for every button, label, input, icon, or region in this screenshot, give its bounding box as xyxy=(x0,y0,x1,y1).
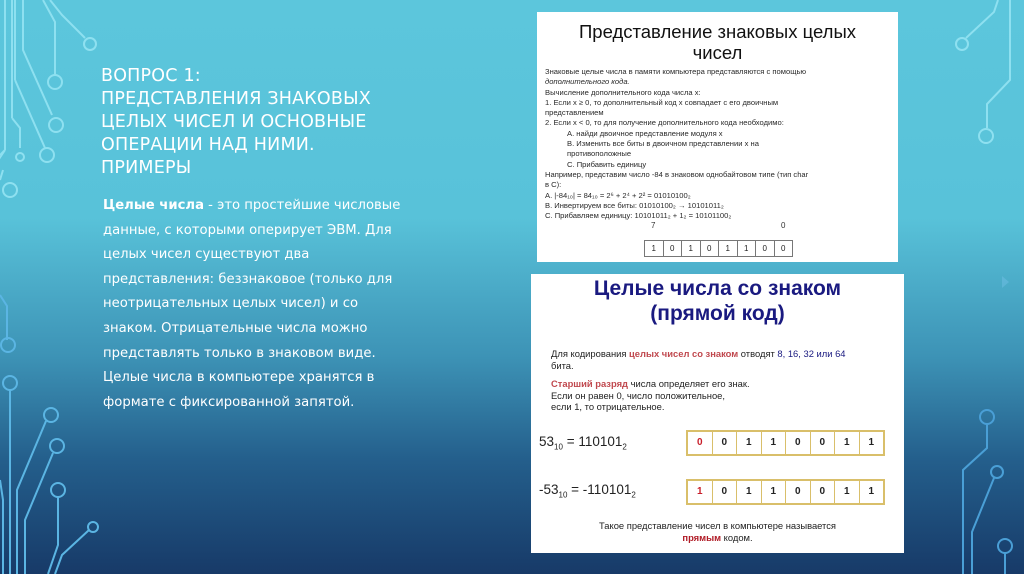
text-line: Знаковые целые числа в памяти компьютера представляются с помощью xyxy=(545,67,807,76)
term-bold: Целые числа xyxy=(103,198,204,213)
bit-cell: 1 xyxy=(868,486,875,497)
text-line: B. Изменить все биты в двоичном представлении x на xyxy=(567,139,759,149)
bit-cell: 0 xyxy=(701,241,720,256)
bit-low-label: 0 xyxy=(781,221,786,231)
heading-line: Целые числа со знаком xyxy=(593,277,842,300)
text-line: 1. Если x ≥ 0, то дополнительный код x совпадает с его двоичным xyxy=(545,97,779,107)
bit-cell: 1 xyxy=(738,241,757,256)
body-line: данные, с которыми оперирует ЭВМ. Для xyxy=(103,222,392,238)
bit-cell: 1 xyxy=(737,481,762,503)
highlight-blue: бита. xyxy=(551,359,574,371)
equation-negative xyxy=(539,482,636,500)
highlight-blue: 8, 16, 32 или 64 xyxy=(777,348,846,359)
body-line: представления: беззнаковое (только для xyxy=(103,271,393,287)
title-line: ПРЕДСТАВЛЕНИЯ ЗНАКОВЫХ xyxy=(101,89,371,109)
text: Для кодирования xyxy=(551,348,630,359)
highlight-red: Старший разряд xyxy=(551,378,628,389)
bit-cell: 1 xyxy=(645,241,664,256)
title-line: ЦЕЛЫХ ЧИСЕЛ И ОСНОВНЫЕ xyxy=(101,112,367,132)
text-line: дополнительного кода. xyxy=(545,77,630,87)
bit-cell: 1 xyxy=(835,481,860,503)
body-line: Целые числа в компьютере хранятся в xyxy=(103,370,375,386)
eq-sub: 2 xyxy=(622,442,627,452)
bit-cell: 1 xyxy=(719,241,738,256)
body-line: знаком. Отрицательные числа можно xyxy=(103,320,368,336)
text-line: C. Прибавляем единицу: 10101011₂ + 1₂ = 10101100₂ xyxy=(545,211,732,221)
bit-cells-negative xyxy=(686,479,885,505)
bit-cell: 0 xyxy=(786,481,811,503)
text: кодом. xyxy=(721,531,753,543)
text-line: Вычисление дополнительного кода числа x: xyxy=(545,87,701,97)
bit-high-label: 7 xyxy=(651,221,656,231)
next-slide-arrow-icon[interactable] xyxy=(1002,276,1009,288)
highlight-red: прямым xyxy=(682,531,722,543)
body-line: целых чисел существуют два xyxy=(103,247,310,263)
bit-cell: 1 xyxy=(868,437,875,448)
highlight-red: целых чисел со знаком xyxy=(629,348,739,359)
title-line: ОПЕРАЦИИ НАД НИМИ. xyxy=(101,135,315,155)
heading-line: чисел xyxy=(692,42,743,63)
note-line: Такое представление чисел в компьютере называется xyxy=(598,520,837,531)
bit-cell: 0 xyxy=(713,432,738,454)
image-heading xyxy=(537,21,898,63)
eq-part: 53 xyxy=(539,434,555,449)
bit-cell: 0 xyxy=(786,432,811,454)
eq-sub: 2 xyxy=(631,490,636,500)
bit-cell: 0 xyxy=(756,241,775,256)
body-line: представлять только в знаковом виде. xyxy=(103,345,376,361)
slide-title xyxy=(101,65,431,180)
body-line: формате с фиксированной запятой. xyxy=(103,394,355,410)
text-line: A. |-84₁₀| = 84₁₀ = 2⁶ + 2⁴ + 2² = 01010100₂ xyxy=(545,190,691,200)
bit-cell: 0 xyxy=(781,244,786,253)
bit-cell: 0 xyxy=(664,241,683,256)
text-line: A. найди двоичное представление модуля x xyxy=(567,128,723,138)
bit-cell: 1 xyxy=(762,432,787,454)
text-line: B. Инвертируем все биты: 01010100₂ → 10101011₂ xyxy=(545,200,724,210)
title-line: ПРИМЕРЫ xyxy=(101,158,192,178)
bit-cell: 0 xyxy=(713,481,738,503)
paragraph xyxy=(531,348,904,360)
image-signed-integers-direct-code xyxy=(531,274,904,553)
bit-cell: 0 xyxy=(811,481,836,503)
body-line: - это простейшие числовые xyxy=(203,198,401,213)
text-line: C. Прибавить единицу xyxy=(567,159,647,169)
equation-positive xyxy=(539,434,627,452)
eq-part: = 110101 xyxy=(562,434,623,449)
text-line: если 1, то отрицательное. xyxy=(551,401,665,412)
text-line: Если он равен 0, число положительное, xyxy=(551,389,725,401)
text-line: 2. Если x < 0, то для получение дополнительного кода необходимо: xyxy=(545,118,784,128)
text-line: представлением xyxy=(545,108,604,118)
bit-index-labels xyxy=(545,221,898,233)
sign-bit-cell: 1 xyxy=(688,481,713,503)
bit-cell: 1 xyxy=(835,432,860,454)
text-line: в C): xyxy=(545,180,562,190)
heading-line: (прямой код) xyxy=(650,302,785,325)
heading-line: Представление знаковых целых xyxy=(578,21,857,42)
footer-note xyxy=(531,520,904,543)
image-text xyxy=(537,63,898,233)
text-line: противоположные xyxy=(567,149,632,159)
eq-part: = -110101 xyxy=(567,482,632,497)
title-line: ВОПРОС 1: xyxy=(101,66,201,86)
slide-body-text xyxy=(103,194,423,415)
text: числа определяет его знак. xyxy=(628,378,750,389)
sign-bit-cell: 0 xyxy=(688,432,713,454)
bit-cells-positive xyxy=(686,430,885,456)
bit-cell: 1 xyxy=(762,481,787,503)
bit-cell: 1 xyxy=(682,241,701,256)
image-signed-integers-twos-complement xyxy=(537,12,898,262)
paragraph xyxy=(531,378,904,390)
body-line: неотрицательных целых чисел) и со xyxy=(103,296,359,312)
bit-cells xyxy=(644,240,793,257)
eq-part: -53 xyxy=(539,482,559,497)
image-heading xyxy=(531,276,904,326)
eq-sub: 10 xyxy=(558,490,568,500)
eq-sub: 10 xyxy=(554,442,563,452)
bit-cell: 0 xyxy=(811,432,836,454)
bit-cell: 1 xyxy=(737,432,762,454)
text: отводят xyxy=(738,348,778,359)
text-line: Например, представим число -84 в знаковом однобайтовом типе (тип char xyxy=(545,169,809,179)
